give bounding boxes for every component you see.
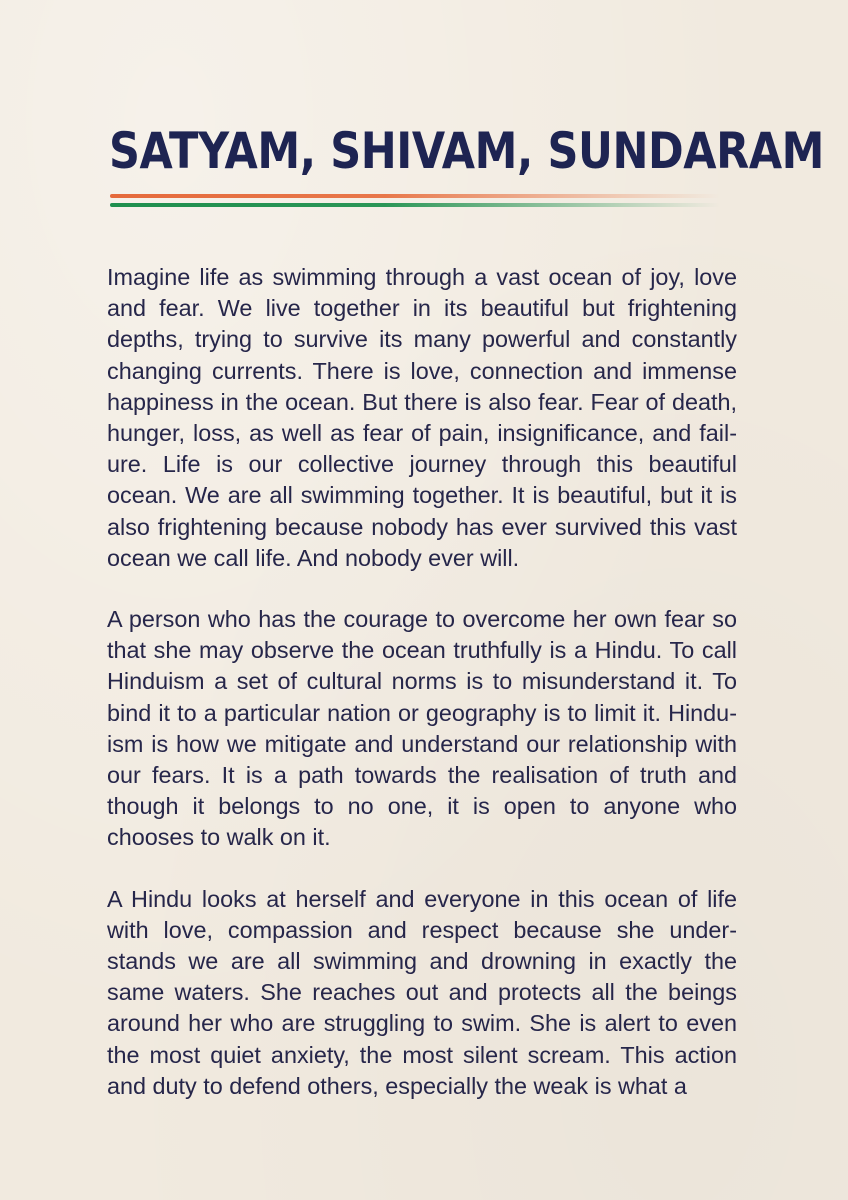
green-stripe	[110, 203, 720, 207]
saffron-stripe	[110, 194, 720, 198]
page-title: SATYAM, SHIVAM, SUNDARAM	[109, 122, 825, 180]
paragraph-1: Imagine life as swimming through a vast ocean of joy, love and fear. We live together in its beautiful but frightening depths, trying to survive its many powerful and constantly changing currents. There is love, connection and immense happiness in the ocean. But there is also fear. Fear of death, hunger, loss, as well as fear of pain, insignificance, and failure. Life is our collective journey through this beautiful ocean. We are all swimming together. It is beautiful, but it is also frightening because nobody has ever survived this vast ocean we call life. And nobody ever will.	[107, 264, 737, 571]
body-text	[107, 262, 737, 1132]
paragraph-3: A Hindu looks at herself and everyone in this ocean of life with love, compassion and respect because she understands we are all swimming and drowning in exactly the same waters. She reaches out and protects all the beings around her who are struggling to swim. She is alert to even the most quiet anxiety, the most silent scream. This action and duty to defend others, especially the weak is what a	[107, 885, 737, 1099]
tricolor-divider	[110, 193, 720, 209]
paragraph-2: A person who has the courage to overcome her own fear so that she may observe the ocean truthfully is a Hindu. To call Hinduism a set of cultural norms is to misunderstand it. To bind it to a particular nation or geography is to limit it. Hinduism is how we mitigate and understand our relationship with our fears. It is a path towards the realisation of truth and though it belongs to no one, it is open to anyone who chooses to walk on it.	[107, 606, 737, 851]
